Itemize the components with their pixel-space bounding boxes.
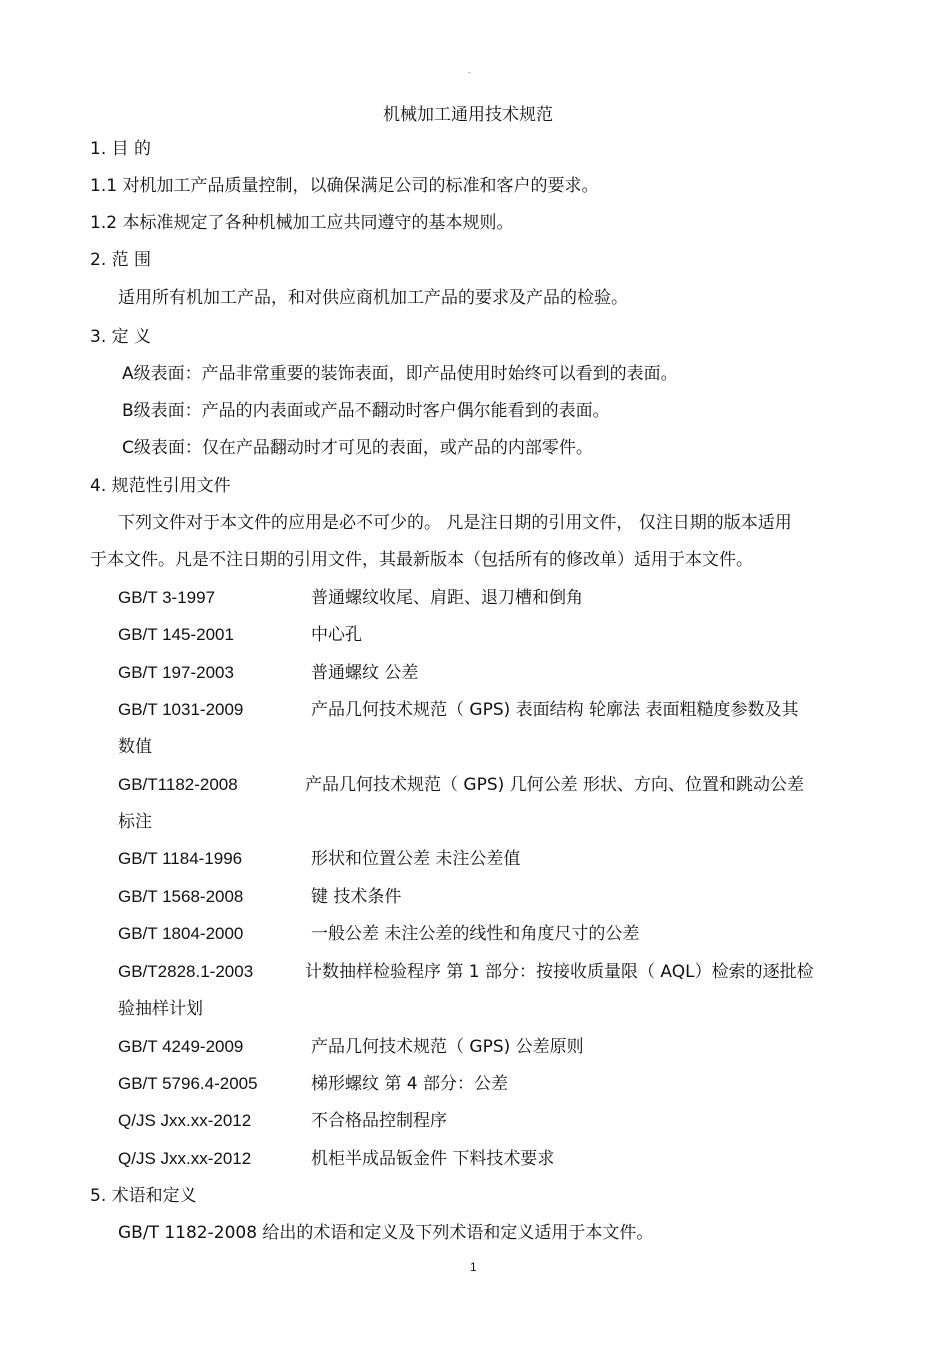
definition-b-surface: B级表面：产品的内表面或产品不翻动时客户偶尔能看到的表面。: [122, 401, 610, 421]
section-5-heading: 5. 术语和定义: [90, 1186, 197, 1206]
section-3-heading: 3. 定 义: [90, 327, 152, 347]
ref-title: 计数抽样检验程序 第 1 部分：按接收质量限（ AQL）检索的逐批检: [305, 962, 814, 982]
ref-title: 普通螺纹收尾、肩距、退刀槽和倒角: [311, 588, 583, 608]
ref-code: GB/T 4249-2009: [118, 1037, 244, 1056]
ref-code: GB/T1182-2008: [118, 775, 238, 794]
document-title: 机械加工通用技术规范: [383, 105, 553, 125]
section-4-heading: 4. 规范性引用文件: [90, 476, 231, 496]
ref-code: GB/T2828.1-2003: [118, 962, 254, 981]
ref-code: GB/T 1804-2000: [118, 924, 244, 943]
ref-title: 梯形螺纹 第 4 部分：公差: [311, 1074, 509, 1094]
ref-code: GB/T 197-2003: [118, 663, 234, 682]
top-mark: -: [468, 68, 471, 77]
section-1-1-text: 1.1 对机加工产品质量控制，以确保满足公司的标准和客户的要求。: [90, 176, 599, 196]
ref-title: 产品几何技术规范（ GPS) 表面结构 轮廓法 表面粗糙度参数及其: [311, 700, 799, 720]
ref-title: 普通螺纹 公差: [311, 663, 419, 683]
section-4-intro-line-1: 下列文件对于本文件的应用是必不可少的。 凡是注日期的引用文件， 仅注日期的版本适用: [118, 513, 792, 533]
section-4-intro-line-2: 于本文件。凡是不注日期的引用文件，其最新版本（包括所有的修改单）适用于本文件。: [90, 550, 753, 570]
ref-code: Q/JS Jxx.xx-2012: [118, 1149, 252, 1168]
ref-code: GB/T 3-1997: [118, 588, 216, 607]
ref-code: GB/T 1031-2009: [118, 700, 244, 719]
section-1-2-text: 1.2 本标准规定了各种机械加工应共同遵守的基本规则。: [90, 213, 514, 233]
definition-a-surface: A级表面：产品非常重要的装饰表面，即产品使用时始终可以看到的表面。: [122, 364, 678, 384]
ref-title: 产品几何技术规范（ GPS) 几何公差 形状、方向、位置和跳动公差: [305, 775, 805, 795]
ref-title: 机柜半成品钣金件 下料技术要求: [311, 1149, 555, 1169]
ref-title: 键 技术条件: [311, 887, 402, 907]
ref-title: 产品几何技术规范（ GPS) 公差原则: [311, 1037, 584, 1057]
ref-code: GB/T 5796.4-2005: [118, 1074, 258, 1093]
ref-title-continuation: 数值: [118, 737, 152, 757]
section-5-text: GB/T 1182-2008 给出的术语和定义及下列术语和定义适用于本文件。: [118, 1223, 654, 1243]
ref-code: GB/T 145-2001: [118, 625, 234, 644]
definition-c-surface: C级表面：仅在产品翻动时才可见的表面，或产品的内部零件。: [122, 438, 593, 458]
ref-code: Q/JS Jxx.xx-2012: [118, 1111, 252, 1130]
ref-title: 中心孔: [311, 625, 362, 645]
ref-title: 形状和位置公差 未注公差值: [311, 849, 521, 869]
ref-title-continuation: 验抽样计划: [118, 999, 203, 1019]
ref-code: GB/T 1568-2008: [118, 887, 244, 906]
page-number: 1: [470, 1260, 477, 1274]
ref-title: 不合格品控制程序: [311, 1111, 447, 1131]
section-2-heading: 2. 范 围: [90, 250, 152, 270]
ref-code: GB/T 1184-1996: [118, 849, 243, 868]
ref-title-continuation: 标注: [118, 812, 152, 832]
ref-title: 一般公差 未注公差的线性和角度尺寸的公差: [311, 924, 640, 944]
section-1-heading: 1. 目 的: [90, 139, 152, 159]
section-2-text: 适用所有机加工产品，和对供应商机加工产品的要求及产品的检验。: [118, 288, 628, 308]
